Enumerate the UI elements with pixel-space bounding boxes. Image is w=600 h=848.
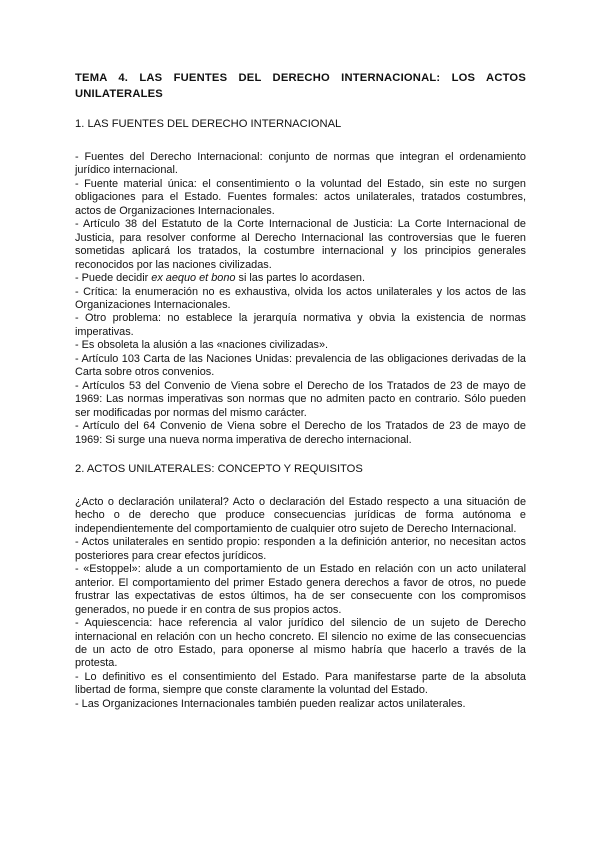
paragraph-text: - Puede decidir: [75, 272, 152, 285]
paragraph: - Otro problema: no establece la jerarquía normativa y obvia la existencia de normas imperativas.: [75, 312, 526, 338]
title-line-1: TEMA 4. LAS FUENTES DEL DERECHO INTERNACIONAL: LOS ACTOS: [75, 72, 526, 84]
paragraph: - Actos unilaterales en sentido propio: responden a la definición anterior, no necesitan actos posteriores para crear efectos jurídicos.: [75, 536, 526, 562]
document-title: [75, 70, 526, 102]
section-sources: [75, 116, 526, 447]
title-line-2: UNILATERALES: [75, 88, 163, 100]
paragraph: - Lo definitivo es el consentimiento del Estado. Para manifestarse parte de la absoluta libertad de forma, siempre que conste claramente la voluntad del Estado.: [75, 670, 526, 697]
paragraph: - Artículo del 64 Convenio de Viena sobre el Derecho de los Tratados de 23 de mayo de 1969: Si surge una nueva norma imperativa de derecho internacional.: [75, 420, 526, 446]
paragraph: - Fuentes del Derecho Internacional: conjunto de normas que integran el ordenamiento jurídico internacional.: [75, 151, 526, 177]
paragraph: - Es obsoleta la alusión a las «naciones civilizadas».: [75, 339, 329, 352]
paragraph: - Artículos 53 del Convenio de Viena sobre el Derecho de los Tratados de 23 de mayo de 1969: Las normas imperativas son normas que no admiten pacto en contrario. Sólo pueden ser modificadas por normas del mismo carácter.: [75, 379, 526, 419]
paragraph-text: si las partes lo acordasen.: [235, 272, 366, 285]
paragraph: - «Estoppel»: alude a un comportamiento de un Estado en relación con un acto unilateral anterior. El comportamiento del primer Estado genera derechos a favor de otros, no puede frustrar las expectativas de estos últimos, ha de ser consecuente con los compromisos generados, no puede ir en contra de sus propios actos.: [75, 563, 526, 616]
paragraph: - Artículo 103 Carta de las Naciones Unidas: prevalencia de las obligaciones derivadas de la Carta sobre otros convenios.: [75, 352, 526, 379]
paragraph: - Artículo 38 del Estatuto de la Corte Internacional de Justicia: La Corte Internacional de Justicia, para resolver conforme al Derecho Internacional las controversias que le fueren sometidas aplicará los tratados, la costumbre internacional y los principios generales reconocidos por las naciones civilizadas.: [75, 218, 526, 271]
paragraph: - Crítica: la enumeración no es exhaustiva, olvida los actos unilaterales y los actos de las Organizaciones Internacionales.: [75, 285, 526, 311]
document-page: [75, 70, 526, 711]
paragraph: - Fuente material única: el consentimiento o la voluntad del Estado, sin este no surgen obligaciones para el Estado. Fuentes formales: actos unilaterales, tratados costumbres, actos de Organizaciones Internacionales.: [75, 177, 526, 217]
section-unilateral-acts: [75, 461, 526, 711]
paragraph: ¿Acto o declaración unilateral? Acto o declaración del Estado respecto a una situación de hecho o de derecho que produce consecuencias jurídicas de forma autónoma e independientemente del comportamiento de cualquier otro sujeto de Derecho Internacional.: [75, 495, 526, 535]
paragraph: - Las Organizaciones Internacionales también pueden realizar actos unilaterales.: [75, 697, 466, 710]
section-heading: 1. LAS FUENTES DEL DERECHO INTERNACIONAL: [75, 118, 342, 130]
latin-phrase: ex aequo et bono: [151, 272, 236, 285]
section-heading: 2. ACTOS UNILATERALES: CONCEPTO Y REQUISITOS: [75, 462, 363, 475]
paragraph: [75, 272, 526, 285]
paragraph: - Aquiescencia: hace referencia al valor jurídico del silencio de un sujeto de Derecho internacional en relación con un hecho concreto. El silencio no exime de las consecuencias de un acto de otro Estado, para oponerse al mismo habría que hacerlo a través de la protesta.: [75, 617, 526, 670]
